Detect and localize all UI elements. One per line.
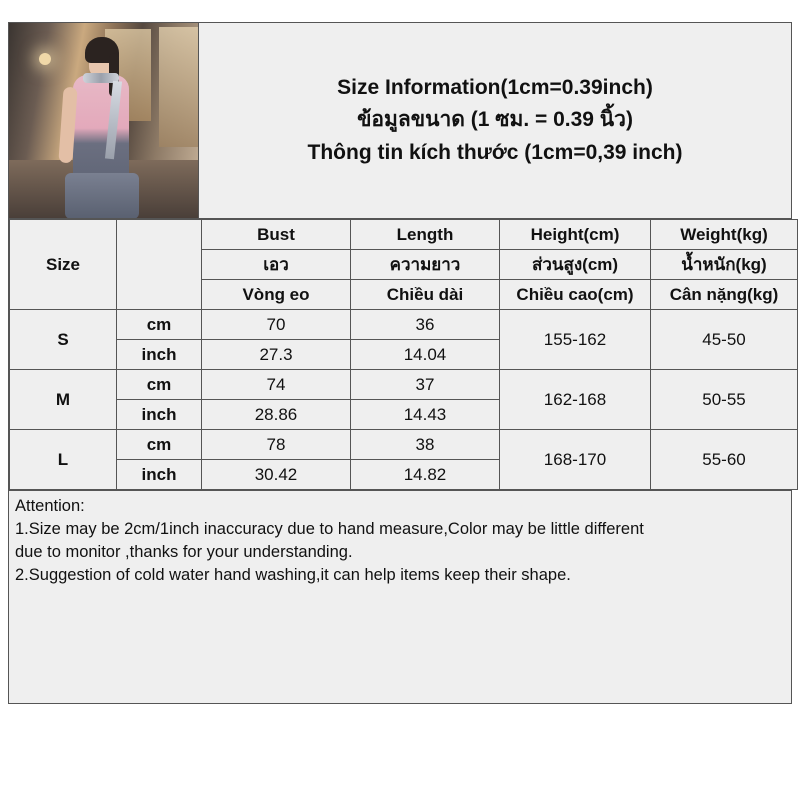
- header-band: [9, 23, 791, 219]
- photo-window-right: [159, 27, 199, 147]
- row-s-weight: 45-50: [651, 310, 798, 370]
- row-s-height: 155-162: [500, 310, 651, 370]
- row-m-bust-cm: 74: [202, 370, 351, 400]
- row-s-bust-inch: 27.3: [202, 340, 351, 370]
- row-size-m: M: [10, 370, 117, 430]
- table-row: [10, 430, 798, 460]
- row-s-unit-inch: inch: [117, 340, 202, 370]
- table-row: [10, 310, 798, 340]
- row-size-s: S: [10, 310, 117, 370]
- col-length-en: Length: [351, 220, 500, 250]
- attention-line-3: 2.Suggestion of cold water hand washing,it can help items keep their shape.: [15, 565, 571, 584]
- attention-line-2: due to monitor ,thanks for your understanding.: [15, 542, 353, 561]
- row-l-unit-cm: cm: [117, 430, 202, 460]
- row-s-unit-cm: cm: [117, 310, 202, 340]
- row-l-weight: 55-60: [651, 430, 798, 490]
- title-line-vi: Thông tin kích thước (1cm=0,39 inch): [307, 140, 683, 164]
- size-column-header: Size: [10, 220, 117, 310]
- row-m-height: 162-168: [500, 370, 651, 430]
- row-m-unit-cm: cm: [117, 370, 202, 400]
- col-weight-en: Weight(kg): [651, 220, 798, 250]
- title-line-th: ข้อมูลขนาด (1 ซม. = 0.39 นิ้ว): [357, 108, 633, 132]
- photo-model-skirt: [65, 173, 139, 218]
- col-bust-vi: Vòng eo: [202, 280, 351, 310]
- col-length-th: ความยาว: [351, 250, 500, 280]
- row-s-length-cm: 36: [351, 310, 500, 340]
- photo-lamp: [39, 53, 51, 65]
- col-height-th: ส่วนสูง(cm): [500, 250, 651, 280]
- attention-block: [9, 490, 791, 703]
- col-weight-th: น้ำหนัก(kg): [651, 250, 798, 280]
- row-m-weight: 50-55: [651, 370, 798, 430]
- col-length-vi: Chiều dài: [351, 280, 500, 310]
- table-header-row-en: [10, 220, 798, 250]
- row-l-bust-inch: 30.42: [202, 460, 351, 490]
- row-l-length-inch: 14.82: [351, 460, 500, 490]
- title-block: [199, 23, 791, 218]
- row-l-height: 168-170: [500, 430, 651, 490]
- model-photo: [9, 23, 199, 218]
- col-weight-vi: Cân nặng(kg): [651, 280, 798, 310]
- row-s-bust-cm: 70: [202, 310, 351, 340]
- col-height-vi: Chiều cao(cm): [500, 280, 651, 310]
- size-chart-sheet: [8, 22, 792, 704]
- row-l-length-cm: 38: [351, 430, 500, 460]
- attention-line-1: 1.Size may be 2cm/1inch inaccuracy due to hand measure,Color may be little different: [15, 519, 644, 538]
- row-l-unit-inch: inch: [117, 460, 202, 490]
- table-row: [10, 370, 798, 400]
- col-bust-en: Bust: [202, 220, 351, 250]
- row-s-length-inch: 14.04: [351, 340, 500, 370]
- row-size-l: L: [10, 430, 117, 490]
- row-l-bust-cm: 78: [202, 430, 351, 460]
- attention-title: Attention:: [15, 497, 85, 515]
- row-m-bust-inch: 28.86: [202, 400, 351, 430]
- title-line-en: Size Information(1cm=0.39inch): [337, 76, 653, 100]
- row-m-length-cm: 37: [351, 370, 500, 400]
- size-table: [9, 219, 798, 490]
- col-height-en: Height(cm): [500, 220, 651, 250]
- unit-column-header: [117, 220, 202, 310]
- row-m-unit-inch: inch: [117, 400, 202, 430]
- col-bust-th: เอว: [202, 250, 351, 280]
- row-m-length-inch: 14.43: [351, 400, 500, 430]
